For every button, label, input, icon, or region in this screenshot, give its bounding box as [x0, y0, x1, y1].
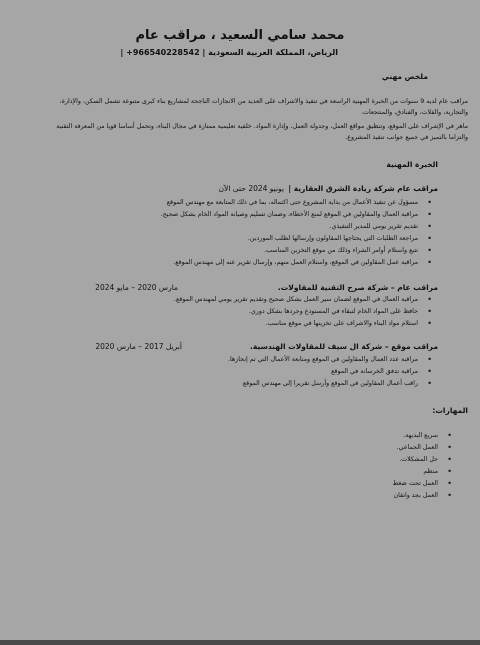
list-item: • سريع البديهة. — [393, 430, 458, 442]
list-item: • العمل بجد واتقان — [393, 490, 458, 502]
job-date: يونيو 2024 حتى الآن — [218, 184, 284, 193]
summary-line: مراقب عام لديه 9 سنوات من الخبرة المهنية الراسعة في تنفيذ والاشراف على العديد من الانجازات الناجحة لمشاريع بناء كبرى متنوعة تشمل السكن، والإدارة، — [59, 98, 468, 105]
job-duties-list — [228, 354, 438, 390]
job-date: مارس 2020 – مايو 2024 — [95, 283, 178, 292]
job-date: أبريل 2017 – مارس 2020 — [95, 342, 182, 351]
list-item: • حافظ على المواد الخام لتبقاء في المستودع وجردها بشكل دوري. — [174, 306, 438, 318]
experience-heading: الخبرة المهنية — [386, 160, 438, 169]
list-item: • تتبع واستلام أوامر الشراء وذلك من موقع التخزين المناسب. — [161, 245, 438, 257]
job-title: مراقب عام شركة ريادة الشرق العقارية | — [288, 184, 438, 193]
candidate-name: محمد سامي السعيد ، مراقب عام — [135, 28, 345, 43]
contact-line: الرياض، المملكة العربية السعودية | 966540228542+ | — [120, 48, 338, 57]
list-item: • تقديم تقرير يومي للمدير التنفيذي. — [161, 221, 438, 233]
list-item: • مراقبة تدفق الخرسانة في الموقع — [228, 366, 438, 378]
list-item: • العمل تحت ضغط — [393, 478, 458, 490]
summary-line: والتجارية، والفلات، والفنادق، والمنتجعات. — [361, 109, 468, 116]
list-item: • استلام مواد البناء والاشراف على تخزينها في موقع مناسب. — [174, 318, 438, 330]
skills-heading: المهارات: — [432, 406, 468, 415]
summary-heading: ملخص مهني — [381, 72, 428, 81]
list-item: • مراقبة العمال والمقاولين في الموقع لمنع الأخطاء، وضمان تسليم وصيانة المواد الخام بشكل صحيح. — [161, 209, 438, 221]
list-item: • مراقبة العمال في الموقع لضمان سير العمل بشكل صحيح وتقديم تقرير يومي لمهندس الموقع. — [174, 294, 438, 306]
list-item: • راقب أعمال المقاولين في الموقع وأرسل تقريرا إلى مهندس الموقع — [228, 378, 438, 390]
list-item: • مسؤول عن تنفيذ الأعمال من بداية المشروع حتى اكتماله، بما في ذلك المتابعة مع مهندس الموقع — [161, 197, 438, 209]
summary-line: والتزاما بالتميز في جميع جوانب تنفيذ المشروع. — [345, 134, 468, 141]
summary-line: ماهر في الإشراف على الموقع، وتنظيق مواقع العمل، وجدولة العمل، وإدارة المواد. خلفية تعليمية ممتازة في مجال البناء، وتحمل أساسا قويا من المعرفة التقنية — [56, 123, 468, 130]
skills-list — [393, 430, 458, 502]
list-item: • منظم — [393, 466, 458, 478]
list-item: • مراجعة الطلبات التي يحتاجها المقاولون وإرسالها لطلب الموردين. — [161, 233, 438, 245]
list-item: • العمل الجماعي. — [393, 442, 458, 454]
list-item: • مراقبة عدد العمال والمقاولين في الموقع ومتابعة الأعمال التي تم إنجازها. — [228, 354, 438, 366]
job-title: مراقب عام – شركة صرح التقنية للمقاولات. — [277, 283, 438, 292]
job-duties-list — [174, 294, 438, 330]
list-item: • مراقبة عمل المقاولين في الموقع، واستلام العمل منهم، وإرسال تقرير عنه إلى مهندس الموقع. — [161, 257, 438, 269]
job-duties-list — [161, 197, 438, 269]
bottom-border — [0, 640, 480, 645]
list-item: • حل المشكلات. — [393, 454, 458, 466]
job-title: مراقب موقع – شركة ال سيف للمقاولات الهندسية. — [249, 342, 438, 351]
